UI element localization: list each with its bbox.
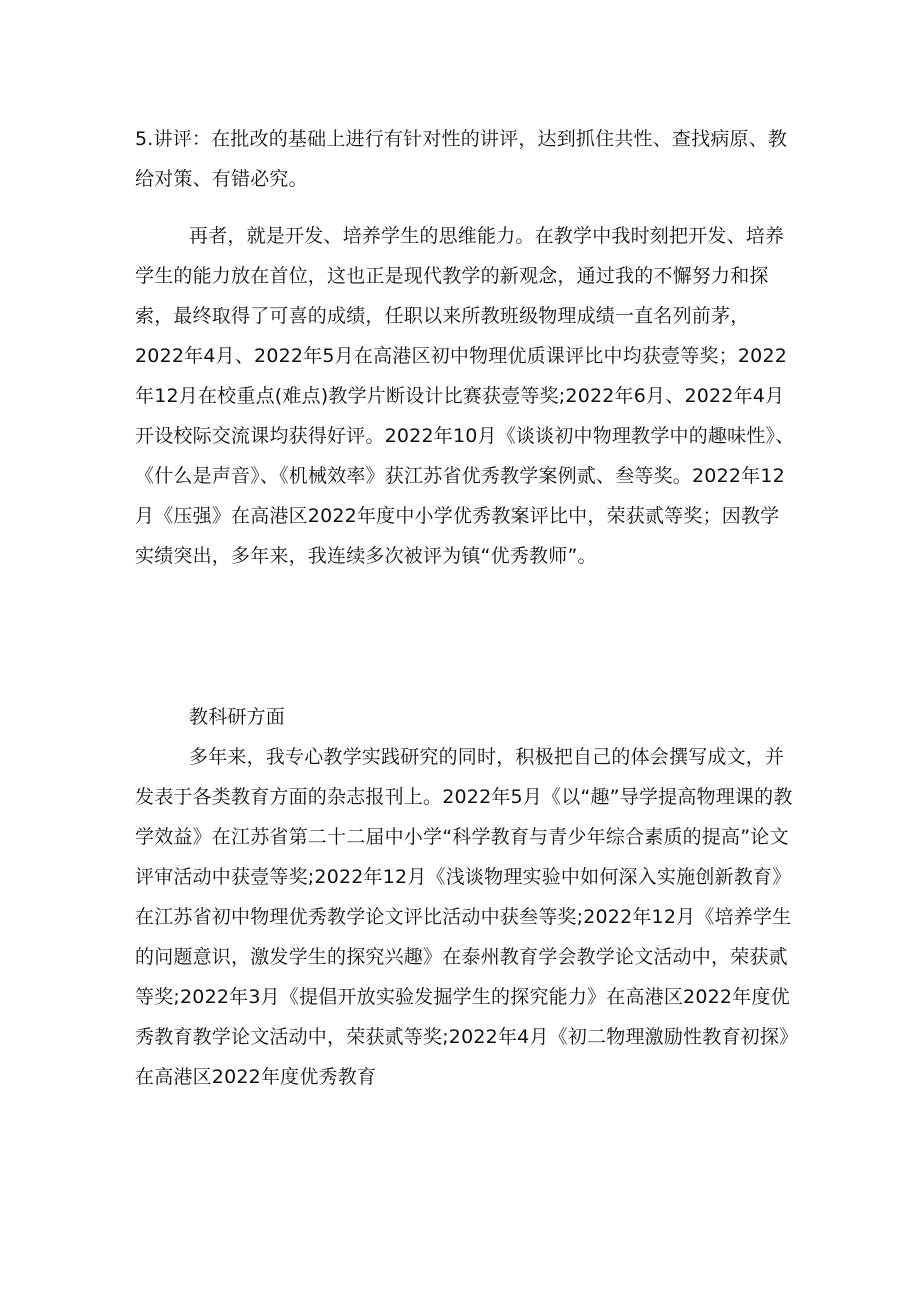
- paragraph-thinking-ability: 再者，就是开发、培养学生的思维能力。在教学中我时刻把开发、培养学生的能力放在首位，这也正是现代教学的新观念，通过我的不懈努力和探索，最终取得了可喜的成绩，任职以来所教班级物理成绩一直名列前茅，2022年4月、2022年5月在高港区初中物理优质课评比中均获壹等奖；2022年12月在校重点(难点)教学片断设计比赛获壹等奖;2022年6月、2022年4月开设校际交流课均获得好评。2022年10月《谈谈初中物理教学中的趣味性》、《什么是声音》、《机械效率》获江苏省优秀教学案例贰、叁等奖。2022年12月《压强》在高港区2022年度中小学优秀教案评比中，荣获贰等奖；因教学实绩突出，多年来，我连续多次被评为镇“优秀教师”。: [135, 225, 795, 567]
- section-heading-research: 教科研方面: [189, 706, 286, 728]
- paragraph-review: 5.讲评：在批改的基础上进行有针对性的讲评，达到抓住共性、查找病原、教给对策、有错必究。: [135, 128, 788, 190]
- paragraph-research: 多年来，我专心教学实践研究的同时，积极把自己的体会撰写成文，并发表于各类教育方面的杂志报刊上。2022年5月《以“趣”导学提高物理课的教学效益》在江苏省第二十二届中小学“科学教育与青少年综合素质的提高”论文评审活动中获壹等奖;2022年12月《浅谈物理实验中如何深入实施创新教育》在江苏省初中物理优秀教学论文评比活动中获叁等奖;2022年12月《培养学生的问题意识，激发学生的探究兴趣》在泰州教育学会教学论文活动中，荣获贰等奖;2022年3月《提倡开放实验发掘学生的探究能力》在高港区2022年度优秀教育教学论文活动中，荣获贰等奖;2022年4月《初二物理激励性教育初探》在高港区2022年度优秀教育: [135, 746, 793, 1088]
